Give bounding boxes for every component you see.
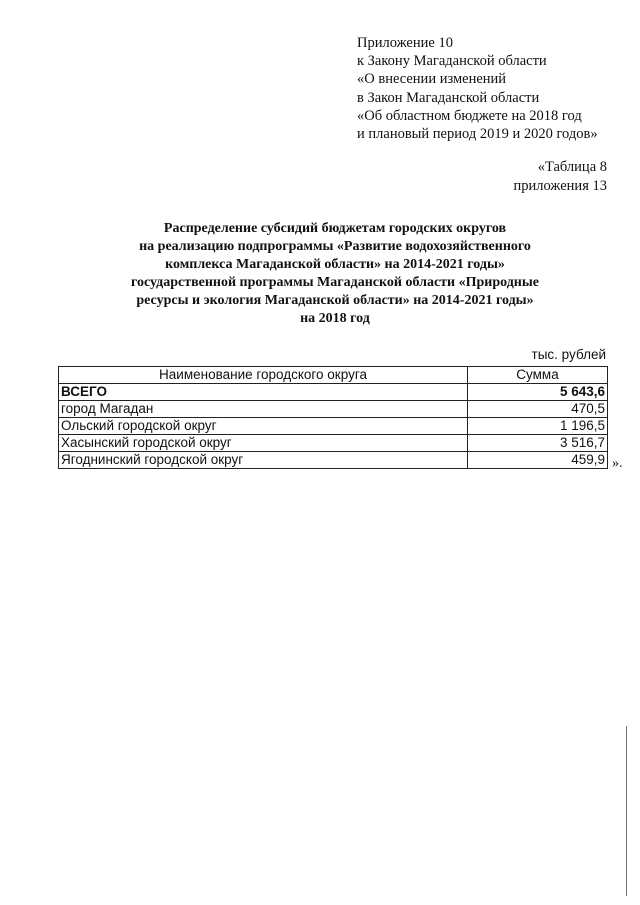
table-reference — [514, 158, 607, 195]
closing-quote-mark: ». — [612, 456, 623, 471]
table-row — [59, 435, 608, 452]
appendix-line: и плановый период 2019 и 2020 годов» — [357, 126, 598, 143]
header-name: Наименование городского округа — [59, 367, 468, 384]
row-name: Хасынский городской округ — [59, 435, 468, 452]
table-header-row — [59, 367, 608, 384]
title-line: государственной программы Магаданской области «Природные — [130, 275, 540, 290]
table-row — [59, 452, 608, 469]
row-name: Ольский городской округ — [59, 418, 468, 435]
row-name: Ягоднинский городской округ — [59, 452, 468, 469]
appendix-line: Приложение 10 — [357, 35, 453, 51]
appendix-line: в Закон Магаданской области — [357, 89, 540, 106]
subsidy-table — [58, 366, 608, 469]
row-name: ВСЕГО — [59, 384, 468, 401]
units-label: тыс. рублей — [531, 347, 606, 362]
scan-edge-line — [626, 726, 627, 896]
appendix-line: к Закону Магаданской области — [357, 53, 547, 70]
row-sum: 1 196,5 — [468, 418, 608, 435]
table-row — [59, 418, 608, 435]
title-line: Распределение субсидий бюджетам городских округов — [163, 221, 507, 236]
appendix-line: «О внесении изменений — [357, 71, 507, 88]
row-sum: 459,9 — [468, 452, 608, 469]
row-sum: 5 643,6 — [468, 384, 608, 401]
row-name: город Магадан — [59, 401, 468, 418]
document-title — [95, 220, 575, 328]
title-line: на реализацию подпрограммы «Развитие водохозяйственного — [139, 239, 531, 254]
row-sum: 470,5 — [468, 401, 608, 418]
title-line: ресурсы и экология Магаданской области» на 2014-2021 годы» — [136, 293, 534, 308]
appendix-reference — [357, 34, 598, 143]
table-reference-line: «Таблица 8 — [537, 159, 607, 175]
appendix-line: «Об областном бюджете на 2018 год — [357, 107, 582, 124]
table-row-total — [59, 384, 608, 401]
title-line: на 2018 год — [300, 311, 370, 326]
table-reference-line: приложения 13 — [513, 177, 607, 194]
header-sum: Сумма — [468, 367, 608, 384]
row-sum: 3 516,7 — [468, 435, 608, 452]
title-line: комплекса Магаданской области» на 2014-2021 годы» — [165, 257, 505, 272]
table-row — [59, 401, 608, 418]
